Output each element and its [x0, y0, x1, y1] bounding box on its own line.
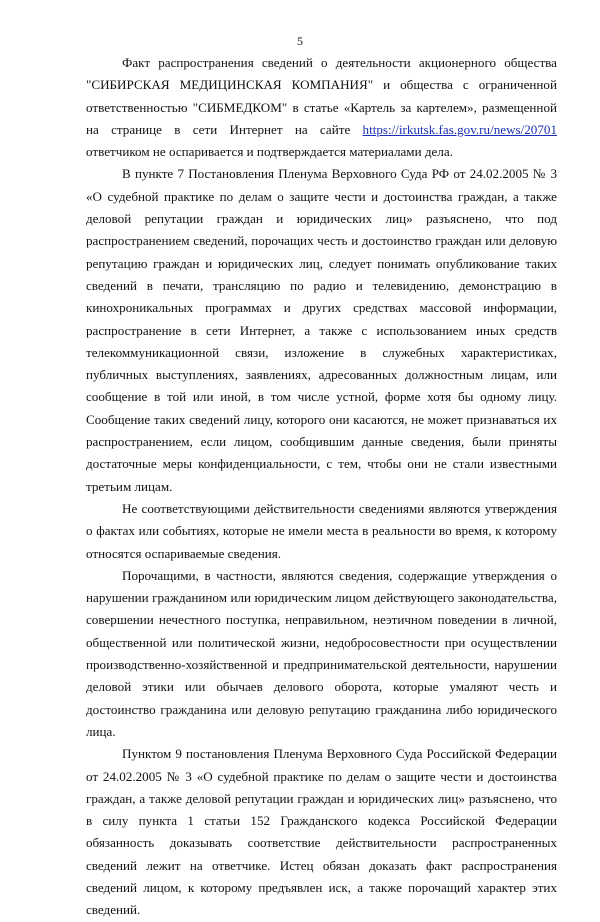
paragraph-text: Факт распространения сведений о деятельности акционерного общества "СИБИРСКАЯ МЕДИЦИНСКАЯ КОМПАНИЯ" и общества с ограниченной ответственностью "СИБМЕДКОМ" в статье «Картель за картелем», размещенной на странице в сети Интернет на сайте	[86, 55, 557, 137]
paragraph-plenum-point-7: В пункте 7 Постановления Пленума Верховного Суда РФ от 24.02.2005 № 3 «О судебной практике по делам о защите чести и достоинства граждан, а также деловой репутации граждан и юридических лиц» разъяснено, что под распространением сведений, порочащих честь и достоинство граждан или деловую репутацию граждан и юридических лиц, следует понимать опубликование таких сведений в печати, трансляцию по радио и телевидению, демонстрацию в кинохроникальных программах и других средствах массовой информации, распространение в сети Интернет, а также с использованием иных средств телекоммуникационной связи, изложение в служебных характеристиках, публичных выступлениях, заявлениях, адресованных должностным лицам, или сообщение в той или иной, в том числе устной, форме хотя бы одному лицу. Сообщение таких сведений лицу, которого они касаются, не может признаваться их распространением, если лицом, сообщившим данные сведения, были приняты достаточные меры конфиденциальности, с тем, чтобы они не стали известными третьим лицам.	[86, 166, 557, 494]
paragraph-text: ответчиком не оспаривается и подтверждается материалами дела.	[86, 144, 453, 160]
document-body	[86, 52, 557, 922]
paragraph-fact-of-dissemination	[86, 52, 557, 163]
page-number: 5	[297, 34, 303, 48]
paragraph-defamatory-information: Порочащими, в частности, являются сведения, содержащие утверждения о нарушении гражданином или юридическим лицом действующего законодательства, совершении нечестного поступка, неправильном, неэтичном поведении в личной, общественной или политической жизни, недобросовестности при осуществлении производственно-хозяйственной и предпринимательской деятельности, нарушении деловой этики или обычаев делового оборота, которые умаляют честь и достоинство гражданина или деловую репутацию гражданина либо юридического лица.	[86, 567, 557, 739]
paragraph-untrue-information: Не соответствующими действительности сведениями являются утверждения о фактах или событиях, которые не имели места в реальности во время, к которому относятся оспариваемые сведения.	[86, 500, 557, 561]
paragraph-plenum-point-9: Пунктом 9 постановления Пленума Верховного Суда Российской Федерации от 24.02.2005 № 3 «О судебной практике по делам о защите чести и достоинства граждан, а также деловой репутации граждан и юридических лиц» разъяснено, что в силу пункта 1 статьи 152 Гражданского кодекса Российской Федерации обязанность доказывать соответствие действительности распространенных сведений лежит на ответчике. Истец обязан доказать факт распространения сведений лицом, к которому предъявлен иск, а также порочащий характер этих сведений.	[86, 746, 557, 918]
fas-news-link[interactable]: https://irkutsk.fas.gov.ru/news/20701	[362, 121, 557, 137]
